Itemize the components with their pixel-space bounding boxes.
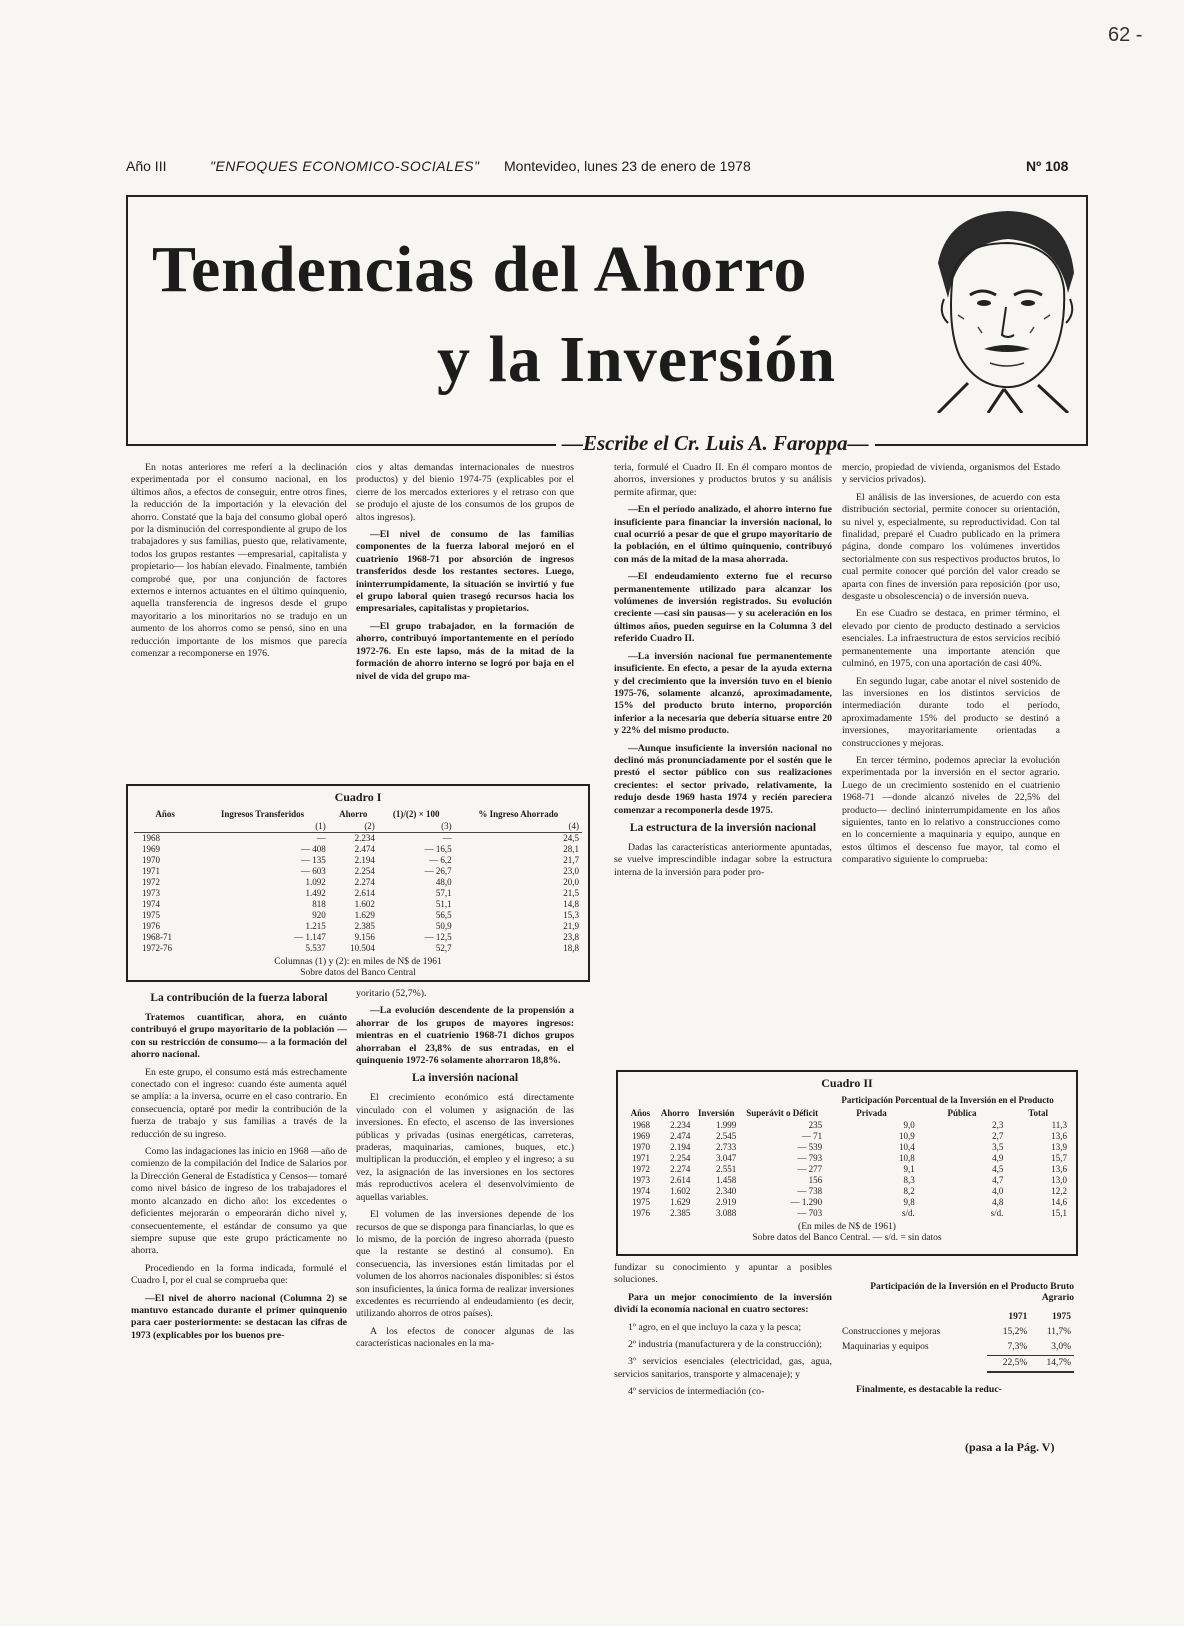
table-row: [134, 877, 582, 888]
table-cell: — 738: [797, 1186, 823, 1196]
table-cell: 4,7: [992, 1175, 1004, 1185]
table-cell: 2.545: [715, 1131, 737, 1141]
paragraph: En segundo lugar, cabe anotar el nivel sostenido de las inversiones en los distintos servicios de intermediación durante todo el período, aproximadamente 15% del producto se destinó a inversiones, mayoritariamente orientadas a construcciones y mejoras.: [842, 675, 1060, 749]
table-row: [134, 855, 582, 866]
col-header: % Ingreso Ahorrado: [478, 809, 559, 819]
col-number: (4): [455, 821, 582, 833]
paragraph: El volumen de las inversiones depende de los recursos de que se disponga para financiarlas, lo que es lo mismo, de la porción de ingreso ahorrada (puesto que la restante se destinó al consumo). En consecuencia, las inversiones están limitadas por el volumen de los ahorros nacionales disponibles: si éstos son insuficientes, la única forma de realizar inversiones excedentes es recurriendo al endeudamiento (es decir, utilizando ahorros de otros países).: [356, 1209, 574, 1320]
col-header: Años: [630, 1108, 651, 1118]
table-row: [624, 1186, 1070, 1197]
table-cell: 15,1: [1051, 1208, 1067, 1218]
table-cell: 4,8: [992, 1197, 1004, 1207]
footnote-line: (En miles de N$ de 1961): [798, 1222, 896, 1232]
text-column-1: [131, 462, 347, 776]
table-cell: — 135: [300, 855, 326, 865]
row-year: 1973: [142, 888, 160, 898]
cuadro-2-group-header: Participación Porcentual de la Inversión en el Producto: [841, 1095, 1054, 1105]
table-row: [134, 943, 582, 954]
section-heading: La inversión nacional: [411, 1072, 519, 1085]
col-number: (2): [329, 821, 378, 833]
table-cell: 1.458: [715, 1175, 737, 1185]
paragraph: En este grupo, el consumo está más estrechamente conectado con el ingreso: cuando éste aumenta aquél se amplía: a la inversa, ocurre en el caso contrario. En consecuencia, optaré por medir la contribución de la fuerza de trabajo y sus familias a través de la reducción de su ingreso.: [131, 1066, 347, 1140]
table-cell: 2.614: [670, 1175, 691, 1185]
col-header: (1)/(2) × 100: [392, 809, 440, 819]
table-cell: 5.537: [305, 943, 326, 953]
page-number: 62 -: [1108, 24, 1143, 46]
row-year: 1968: [632, 1120, 650, 1130]
paragraph: —Aunque insuficiente la inversión nacional no declinó más pronunciadamente por el sostén que le prestó el sector público con sus realizaciones crecientes: el sector privado, relativamente, la redujo desde 1969 hasta 1974 y recién pareciera comenzar a recomponerla desde 1975.: [614, 742, 832, 816]
table-cell: 4,0: [992, 1186, 1004, 1196]
table-cell: 2.385: [354, 921, 375, 931]
agro-year: 1975: [1052, 1312, 1071, 1322]
table-cell: 13,9: [1051, 1142, 1067, 1152]
continuation-note: (pasa a la Pág. V): [965, 1440, 1055, 1454]
paragraph: —El grupo trabajador, en la formación de ahorro, contribuyó importantemente en el período 1972-76. En este lapso, más de la mitad de la formación de ahorro interno se logró por baja en el nivel de vida del grupo ma-: [356, 620, 574, 682]
table-row: [134, 866, 582, 877]
masthead-publication: "ENFOQUES ECONOMICO-SOCIALES": [210, 158, 480, 174]
table-cell: 57,1: [435, 888, 452, 898]
table-cell: 4,9: [992, 1153, 1004, 1163]
agro-grid: [842, 1310, 1074, 1373]
table-row: [624, 1164, 1070, 1175]
table-row: [624, 1120, 1070, 1131]
paragraph: yoritario (52,7%).: [356, 988, 427, 999]
paragraph: 1º agro, en el que incluyo la caza y la pesca;: [628, 1321, 802, 1333]
table-cell: 13,6: [1051, 1131, 1067, 1141]
table-cell: 12,2: [1051, 1186, 1067, 1196]
table-cell: 9.156: [354, 932, 375, 942]
cuadro-1-footnote: [134, 957, 582, 979]
row-year: 1968-71: [142, 932, 172, 942]
table-cell: —: [442, 833, 452, 843]
table-cell: 10.504: [350, 943, 375, 953]
table-cell: 1.999: [715, 1120, 737, 1130]
table-cell: 2.474: [354, 844, 375, 854]
paragraph: 4º servicios de intermediación (co-: [628, 1386, 765, 1398]
paragraph: Tratemos cuantificar, ahora, en cuánto contribuyó el grupo mayoritario de la población —con su restricción de consumo— a la formación del ahorro nacional.: [131, 1012, 347, 1061]
paragraph: A los efectos de conocer algunas de las características nacionales en la ma-: [356, 1325, 574, 1350]
cuadro-1-grid: [134, 808, 582, 954]
table-cell: 14,6: [1051, 1197, 1067, 1207]
table-row: [134, 899, 582, 910]
paragraph: Como las indagaciones las inicio en 1968 —año de comienzo de la compilación del Indice de Salarios por la Dirección General de Estadística y Censos— tomaré como nivel básico de ingreso de los trabajadores el monto alcanzado en dicho año: los excedentes o deficientes mejorarán o empeorarán dicho nivel y, consecuentemente, el estándar de consumo ya que siempre supuse que este grupo prácticamente no ahorra.: [131, 1146, 347, 1257]
table-cell: 2.919: [715, 1197, 737, 1207]
agro-year: 1971: [1008, 1312, 1028, 1322]
table-row: [624, 1131, 1070, 1142]
table-row: [134, 844, 582, 855]
article-byline: —Escribe el Cr. Luis A. Faroppa—: [556, 431, 875, 456]
agro-row-label: Construcciones y mejoras: [842, 1327, 941, 1337]
table-cell: 9,8: [903, 1197, 915, 1207]
agro-table-header: Participación de la Inversión en el Producto Bruto Agrario: [870, 1282, 1074, 1303]
paragraph: —El endeudamiento externo fue el recurso permanentemente utilizado para alcanzar los volúmenes de inversión registrados. Su evolución creciente —casi sin pausas— y su aceleración en los últimos años, pueden seguirse en la Columna 3 del referido Cuadro II.: [614, 571, 832, 645]
table-cell: 1.602: [354, 899, 375, 909]
table-cell: 8,3: [903, 1175, 915, 1185]
paragraph: —La evolución descendente de la propensión a ahorrar de los grupos de mayores ingresos: mientras en el cuatrienio 1968-71 dichos grupos ahorraban el 23,8% de sus entradas, en el quinquenio 1972-76 solamente ahorraron 18,8%.: [356, 1005, 574, 1067]
table-cell: 15,7: [1051, 1153, 1067, 1163]
table-cell: 3.047: [715, 1153, 737, 1163]
paragraph: En tercer término, podemos apreciar la evolución experimentada por la inversión en el sector agrario. Luego de un crecimiento sostenido en el cuatrienio 1968-71 —donde alcanzó niveles de 22,5% del producto— declinó ininterrumpidamente en los años siguientes, tanto en lo relativo a construcciones como en lo concerniente a maquinaria y equipo, aunque en estos últimos el descenso fue mayor, tal como el comparativo siguiente lo comprueba:: [842, 754, 1060, 866]
row-year: 1969: [632, 1131, 650, 1141]
row-year: 1970: [142, 855, 160, 865]
table-cell: 1.215: [305, 921, 326, 931]
section-heading: La contribución de la fuerza laboral: [150, 992, 328, 1004]
table-cell: s/d.: [902, 1208, 915, 1218]
agro-total: 22,5%: [987, 1356, 1031, 1373]
table-cell: 23,8: [563, 932, 579, 942]
table-cell: 2.194: [670, 1142, 691, 1152]
table-cell: 2.194: [354, 855, 375, 865]
table-row: [624, 1153, 1070, 1164]
table-row: [134, 888, 582, 899]
table-cell: 818: [312, 899, 326, 909]
table-cell: 56,5: [435, 910, 452, 920]
row-year: 1973: [632, 1175, 650, 1185]
table-cell: 10,8: [899, 1153, 915, 1163]
paragraph: En notas anteriores me referí a la declinación experimentada por el consumo nacional, en los últimos años, a efectos de conseguir, entre otros fines, la reducción de la importación y la elevación del ahorro. Constaté que la baja del consumo global operó por la disminución del correspondiente al grupo de los trabajadores y sus familias, puesto que, relativamente, todos los grupos restantes —empresarial, capitalista y propietario— los habían elevado. Finalmente, también comprobé que, por una conjunción de factores externos e internos actuantes en el último quinquenio, aquella transferencia de ingresos desde el grupo mayoritario a los minoritarios no se tradujo en un aumento de los ahorros como se pensó, sino en una reducción importante de los mismos que parecía comenzar a recomponerse en 1976.: [131, 462, 347, 660]
text-column-7: [614, 1262, 832, 1480]
table-cell: 2.234: [670, 1120, 691, 1130]
table-cell: 4,5: [992, 1164, 1004, 1174]
table-cell: 15,3: [563, 910, 579, 920]
table-cell: — 16,5: [424, 844, 452, 854]
col-header: Total: [1028, 1108, 1049, 1118]
table-cell: 2.254: [354, 866, 375, 876]
row-year: 1972: [142, 877, 160, 887]
table-cell: 2.551: [715, 1164, 737, 1174]
masthead-year: Año III: [126, 158, 167, 174]
agro-value: 15,2%: [1002, 1327, 1028, 1337]
paragraph: El análisis de las inversiones, de acuerdo con esta distribución sectorial, permite conocer su orientación, su nivel y, especialmente, su reproductividad. Con tal finalidad, preparé el Cuadro publicado en la primera página, donde comparo los volúmenes invertidos sectorialmente con sus respectivos productos brutos, lo cual permite conocer qué porción del valor creado se aparta con fines de inversión para reposición (por uso, desgaste u obsolescencia) o de inversión nueva.: [842, 491, 1060, 603]
table-cell: 2.385: [670, 1208, 691, 1218]
table-cell: 18,8: [563, 943, 579, 953]
table-cell: 2.614: [354, 888, 375, 898]
agro-value: 7,3%: [987, 1340, 1031, 1356]
paragraph: teria, formulé el Cuadro II. En él comparo montos de ahorros, inversiones y productos brutos y su análisis permite afirmar, que:: [614, 462, 832, 498]
text-column-3: [614, 462, 832, 945]
paragraph: —La inversión nacional fue permanentemente insuficiente. En efecto, a pesar de la ayuda externa y del crecimiento que la inversión tuvo en el bienio 1975-76, solamente alcanzó, aproximadamente, 15% del producto bruto interno, proporción inferior a la necesaria que debería situarse entre 20 y 22% del mismo producto.: [614, 650, 832, 737]
row-year: 1974: [142, 899, 160, 909]
table-cell: 1.092: [305, 877, 326, 887]
table-cell: —: [316, 833, 326, 843]
row-year: 1975: [142, 910, 160, 920]
table-cell: 9,0: [903, 1120, 915, 1130]
footnote-line: Columnas (1) y (2): en miles de N$ de 1961: [274, 957, 442, 967]
paragraph: Dadas las características anteriormente apuntadas, se vuelve imprescindible indagar sobre la estructura interna de la inversión para poder pro-: [614, 841, 832, 878]
table-cell: 2.340: [715, 1186, 737, 1196]
paragraph: Procediendo en la forma indicada, formulé el Cuadro I, por el cual se comprueba que:: [131, 1262, 347, 1287]
row-year: 1969: [142, 844, 160, 854]
table-cell: 1.492: [305, 888, 326, 898]
cuadro-2-grid: [624, 1094, 1070, 1219]
table-cell: — 71: [801, 1131, 823, 1141]
col-header: Privada: [856, 1108, 887, 1118]
table-cell: — 12,5: [424, 932, 452, 942]
row-year: 1972-76: [142, 943, 172, 953]
text-column-5: [131, 988, 347, 1460]
paragraph: —El nivel de consumo de las familias componentes de la fuerza laboral mejoró en el cuatrienio 1968-71 por absorción de ingresos transferidos desde los restantes sectores. Luego, ininterrumpidamente, la situación se invirtió y fue el grupo laboral quien trasegó recursos hacia los empresariales, capitalistas y propietarios.: [356, 529, 574, 615]
agro-total: 14,7%: [1030, 1356, 1074, 1373]
row-year: 1975: [632, 1197, 650, 1207]
table-cell: 10,9: [899, 1131, 915, 1141]
row-year: 1971: [142, 866, 160, 876]
paragraph: cios y altas demandas internacionales de nuestros productos) y del bienio 1974-75 (explicables por el cierre de los mercados exteriores y el retraso con que se produjo el ajuste de los consumos de los grupos de altos ingresos).: [356, 462, 574, 523]
footnote-line: Sobre datos del Banco Central. — s/d. = sin datos: [752, 1233, 942, 1243]
agro-row-label: [842, 1356, 987, 1373]
table-cell: 51,1: [435, 899, 452, 909]
paragraph: 3º servicios esenciales (electricidad, gas, agua, servicios sanitarios, transporte y almacenaje); y: [614, 1356, 832, 1380]
table-cell: 13,0: [1051, 1175, 1067, 1185]
masthead-date: Montevideo, lunes 23 de enero de 1978: [504, 158, 751, 174]
agro-value: 3,0%: [1030, 1340, 1074, 1356]
table-cell: 2.254: [670, 1153, 691, 1163]
paragraph: —En el período analizado, el ahorro interno fue insuficiente para financiar la inversión nacional, lo cual ocurrió a pesar de que el grupo mayoritario de la población, en el último quinquenio, contribuyó con más de la mitad de la masa ahorrada.: [614, 504, 832, 565]
row-year: 1970: [632, 1142, 650, 1152]
cuadro-2-footnote: [624, 1222, 1070, 1244]
col-number: (3): [378, 821, 455, 833]
paragraph: Finalmente, es destacable la reduc-: [856, 1384, 1002, 1395]
table-cell: — 26,7: [424, 866, 452, 876]
table-cell: 13,6: [1051, 1164, 1067, 1174]
table-cell: 2.274: [670, 1164, 691, 1174]
table-row: [842, 1356, 1074, 1373]
table-cell: 21,9: [563, 921, 579, 931]
agro-investment-table: [842, 1282, 1074, 1373]
agro-row-label: Maquinarias y equipos: [842, 1342, 929, 1353]
col-header: Ahorro: [339, 809, 368, 819]
row-year: 1972: [632, 1164, 650, 1174]
table-cell: 52,7: [435, 943, 452, 953]
paragraph: Para un mejor conocimiento de la inversión dividí la economía nacional en cuatro sectores:: [614, 1291, 832, 1316]
paragraph: —El nivel de ahorro nacional (Columna 2) se mantuvo estancado durante el primer quinquenio para caer posteriormente: se destacan las cifras de 1973 (explicables por los buenos pre-: [131, 1292, 347, 1341]
table-cell: 156: [808, 1175, 823, 1185]
table-row: [842, 1325, 1074, 1340]
table-cell: — 793: [797, 1153, 823, 1163]
paragraph: mercio, propiedad de vivienda, organismos del Estado y servicios privados).: [842, 462, 1060, 486]
table-cell: 3.088: [715, 1208, 737, 1218]
paragraph: fundizar su conocimiento y apuntar a posibles soluciones.: [614, 1262, 832, 1286]
table-cell: — 6,2: [429, 855, 452, 865]
masthead-issue-number: Nº 108: [1026, 158, 1069, 174]
table-cell: 8,2: [903, 1186, 915, 1196]
col-header: Ingresos Transferidos: [220, 809, 305, 819]
table-cell: s/d.: [990, 1208, 1004, 1218]
table-cell: 2.733: [715, 1142, 737, 1152]
table-cell: 2.234: [354, 833, 375, 843]
table-cell: 11,3: [1051, 1120, 1067, 1130]
table-cell: 1.629: [670, 1197, 691, 1207]
row-year: 1971: [632, 1153, 650, 1163]
paragraph: El crecimiento económico está directamente vinculado con el volumen y asignación de las inversiones. En efecto, el ascenso de las inversiones públicas y privadas (usinas energéticas, carreteras, praderas, maquinarias, camiones, buques, etc.) multiplican la producción, el empleo y el ingreso; a su vez, la asignación de las inversiones en los sectores más reproductivos acelera el desenvolvimiento de aquellas variables.: [356, 1092, 574, 1203]
col-number: [134, 821, 196, 833]
table-cell: — 703: [797, 1208, 823, 1218]
table-cell: 920: [312, 910, 326, 920]
article-title-line2: y la Inversión: [437, 323, 837, 396]
table-cell: 3,5: [992, 1142, 1004, 1152]
row-year: 1976: [632, 1208, 650, 1218]
table-cell: 1.629: [354, 910, 375, 920]
table-cell: 48,0: [435, 877, 452, 887]
table-cell: 28,1: [563, 844, 579, 854]
table-cell: 10,4: [899, 1142, 915, 1152]
table-row: [134, 921, 582, 932]
table-cell: 14,8: [563, 899, 579, 909]
table-cell: — 277: [797, 1164, 823, 1174]
article-title-line1: Tendencias del Ahorro: [152, 233, 808, 306]
agro-value: 11,7%: [1046, 1327, 1071, 1337]
cuadro-2-table: [616, 1070, 1078, 1256]
paragraph: En ese Cuadro se destaca, en primer término, el elevado por ciento de producto destinado a servicios esenciales. La infraestructura de estos servicios recibió permanentemente una importante atención que culminó, en 1975, con una aportación de casi 40%.: [842, 608, 1060, 670]
text-column-4-end: [842, 1384, 1060, 1428]
row-year: 1974: [632, 1186, 650, 1196]
table-cell: — 539: [797, 1142, 823, 1152]
table-cell: 235: [808, 1120, 823, 1130]
table-cell: 2.474: [670, 1131, 691, 1141]
text-column-6: [356, 988, 574, 1460]
col-header: Ahorro: [660, 1108, 690, 1118]
table-row: [134, 910, 582, 921]
section-heading: La estructura de la inversión nacional: [629, 821, 817, 834]
col-header: Años: [155, 809, 175, 819]
col-header: Inversión: [698, 1108, 735, 1118]
table-cell: 2.274: [354, 877, 375, 887]
text-column-2: [356, 462, 574, 776]
table-row: [624, 1208, 1070, 1219]
table-cell: — 1.147: [294, 932, 326, 942]
col-header: Pública: [947, 1108, 977, 1118]
footnote-line: Sobre datos del Banco Central: [300, 968, 416, 978]
col-header: Superávit o Déficit: [746, 1108, 819, 1118]
table-row: [624, 1175, 1070, 1186]
table-cell: 21,5: [563, 888, 579, 898]
row-year: 1968: [142, 833, 160, 843]
table-cell: 50,9: [435, 921, 452, 931]
table-cell: 1.602: [670, 1186, 691, 1196]
row-year: 1976: [142, 921, 160, 931]
table-row: [842, 1340, 1074, 1356]
table-cell: 9,1: [903, 1164, 915, 1174]
table-cell: 23,0: [563, 866, 579, 876]
cuadro-1-table: [126, 784, 590, 982]
table-cell: 24,5: [563, 833, 579, 843]
table-row: [134, 833, 582, 845]
table-row: [134, 932, 582, 943]
author-portrait-illustration: [918, 203, 1082, 413]
table-cell: 2,3: [992, 1120, 1004, 1130]
table-cell: 21,7: [563, 855, 579, 865]
paragraph: 2º industria (manufacturera y de la construcción);: [628, 1339, 823, 1351]
cuadro-2-title: Cuadro II: [821, 1076, 873, 1090]
table-cell: — 408: [300, 844, 326, 854]
table-cell: — 603: [300, 866, 326, 876]
table-cell: — 1.290: [790, 1197, 823, 1207]
table-cell: 20,0: [563, 877, 579, 887]
text-column-4: [842, 462, 1060, 1052]
table-row: [624, 1197, 1070, 1208]
cuadro-1-title: Cuadro I: [334, 790, 382, 804]
table-row: [624, 1142, 1070, 1153]
col-number: (1): [196, 821, 328, 833]
table-cell: 2,7: [992, 1131, 1004, 1141]
